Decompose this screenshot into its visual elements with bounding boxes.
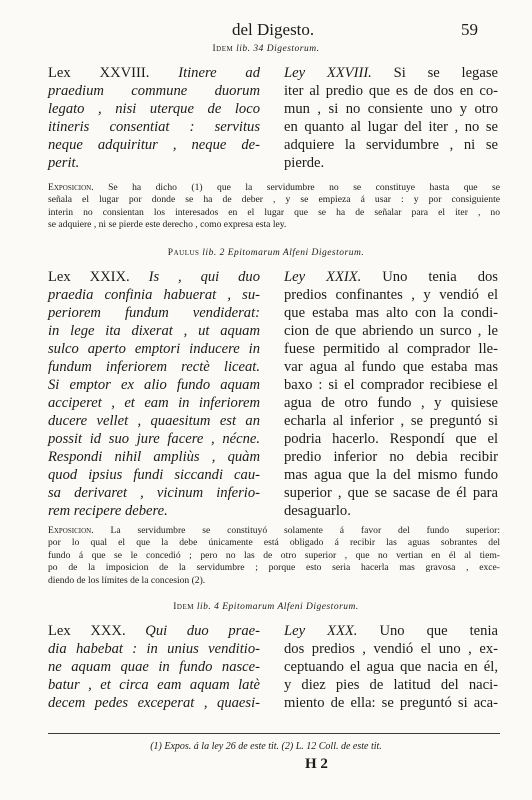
text-line: batur , et circa eam aquam latè [48, 677, 260, 693]
running-title: del Digesto. [232, 20, 315, 39]
text-line: predio inferior no debia recibir [284, 449, 498, 465]
text-line: Lex XXX. Qui duo prae- [48, 623, 260, 639]
text-line: baxo : si el comprador recibiese el [284, 377, 498, 393]
section-heading: Idem lib. 34 Digestorum. [212, 44, 320, 54]
text-line: fuese permitido al comprador lle- [284, 341, 498, 357]
text-line: desaguarlo. [284, 503, 351, 519]
text-line: var agua al fundo que estaba mas [284, 359, 498, 375]
text-line: podria hacerlo. Respondí que el [284, 431, 498, 447]
spanish-column [284, 64, 498, 172]
signature-mark: H 2 [305, 756, 328, 772]
note-line: po de la imposicion de la servidumbre ; porque esto seria hacerla mas gravosa , exce- [48, 562, 500, 574]
text-line: rem recipere debere. [48, 503, 168, 519]
text-line: en quanto al lugar del iter , no se [284, 119, 498, 135]
text-line: in lege ita dixerat , ut aquam [48, 323, 260, 339]
text-line: Ley XXX. Uno que tenia [284, 623, 498, 639]
text-line: cion de que abriendo un surco , le [284, 323, 498, 339]
text-line: agua de otro fundo , y quisiese [284, 395, 498, 411]
text-line: Ley XXIX. Uno tenia dos [284, 269, 498, 285]
text-line: acciperet , et eam in inferiorem [48, 395, 260, 411]
page-number: 59 [461, 20, 478, 39]
text-line: ducere vellet , quaesitum est an [48, 413, 260, 429]
text-line: possit id suo jure facere , nécne. [48, 431, 260, 447]
note-line: Exposicion. La servidumbre se constituyó solamente á favor del fundo superior: [48, 525, 500, 536]
text-line: iter al predio que es de dos en co- [284, 83, 498, 99]
text-line: itineris consentiat : servitus [48, 119, 260, 135]
text-line: fundum inferiorem rectè liceat. [48, 359, 260, 375]
note-line: fundo á que se le concedió ; pero no las de otro superior , que no vertian en él al tiem- [48, 549, 500, 561]
running-header [0, 20, 532, 44]
exposition-note [48, 182, 500, 232]
latin-column [48, 64, 260, 172]
text-line: dos predios , vendió el uno , ex- [284, 641, 498, 657]
text-line: sulco aperto emptori inducere in [48, 341, 260, 357]
text-line: Si emptor ex alio fundo aquam [48, 377, 260, 393]
note-line: se adquiere , ni se pierde este derecho , como expresa esta ley. [48, 219, 287, 231]
text-line: Lex XXVIII. Itinere ad [48, 65, 260, 81]
footnote-rule [48, 733, 500, 734]
text-line: mas agua que la del mismo fundo [284, 467, 498, 483]
text-line: miento de ella: se preguntó si aca- [284, 695, 498, 711]
text-line: sa derivaret , vicinum inferio- [48, 485, 260, 501]
text-line: Lex XXIX. Is , qui duo [48, 269, 261, 285]
text-line: perit. [48, 155, 80, 171]
text-line: quod ipsius fundi siccandi cau- [48, 467, 260, 483]
text-line: predios confinantes , y vendió el [284, 287, 498, 303]
latin-column [48, 268, 260, 520]
note-line: diendo de los límites de la concesion (2). [48, 574, 206, 586]
text-line: Ley XXVIII. Si se legase [284, 65, 498, 81]
text-line: neque adquiritur , neque de- [48, 137, 260, 153]
text-line: periorem fundum vendiderat: [48, 305, 260, 321]
text-line: echarla al inferior , se preguntó si [284, 413, 498, 429]
section-heading: Idem lib. 4 Epitomarum Alfeni Digestorum. [173, 602, 359, 612]
text-line: pierde. [284, 155, 325, 171]
text-line: y diez pies de latitud del naci- [284, 677, 498, 693]
text-line: praedium commune duorum [48, 83, 260, 99]
exposition-note [48, 525, 500, 587]
note-line: Exposicion. Se ha dicho (1) que la servidumbre no se constituye hasta que se [48, 182, 500, 193]
text-line: ne aquam quae in fundo nasce- [48, 659, 260, 675]
footnotes: (1) Expos. á la ley 26 de este tit. (2) L. 12 Coll. de este tit. [150, 741, 382, 752]
latin-column [48, 622, 260, 712]
text-line: decem pedes exceperat , quaesi- [48, 695, 260, 711]
text-line: legato , nisi uterque de loco [48, 101, 260, 117]
note-line: señala el lugar por donde se ha de deber , y se empieza á usar : y por consiguiente [48, 194, 500, 206]
text-line: dia habebat : in unius venditio- [48, 641, 260, 657]
text-line: praedia confinia habuerat , su- [48, 287, 260, 303]
text-line: que estaba mas alto con la condi- [284, 305, 498, 321]
section-heading: Paulus lib. 2 Epitomarum Alfeni Digestorum. [167, 248, 365, 258]
text-line: Respondi nihil ampliùs , quàm [48, 449, 260, 465]
note-line: por lo qual el que la debe únicamente está obligado á recibir las aguas sobrantes del [48, 537, 500, 549]
text-line: adquiere la servidumbre , ni se [284, 137, 498, 153]
text-line: superior , que se sacase de él para [284, 485, 498, 501]
text-line: mun , si no consiente uno y otro [284, 101, 498, 117]
spanish-column [284, 268, 498, 520]
text-line: ceptuando el agua que nacia en él, [284, 659, 498, 675]
note-line: interin no consientan los interesados en el lugar que se ha de señalar para el iter , no [48, 206, 500, 218]
spanish-column [284, 622, 498, 712]
